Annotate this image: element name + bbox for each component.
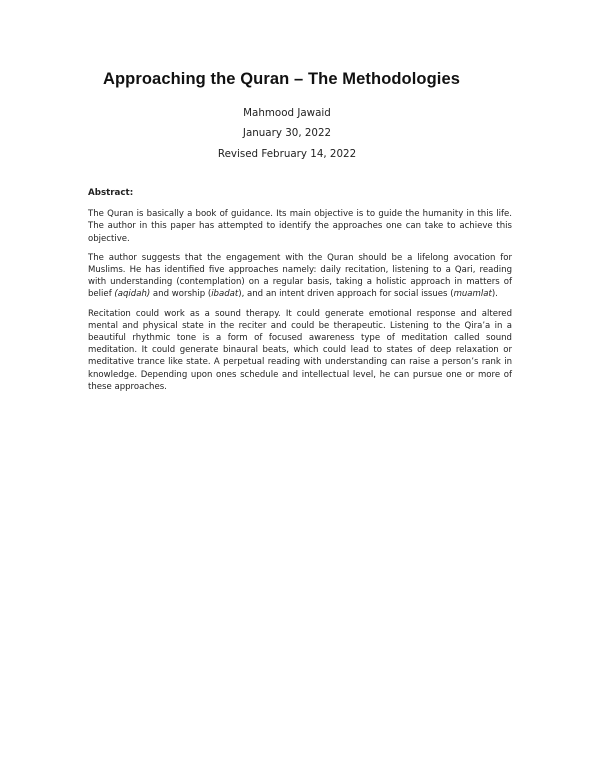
abstract-paragraph-1: The Quran is basically a book of guidance. Its main objective is to guide the humanity in this life. The author in this paper has attempted to identify the approaches one can take to achieve this objective.	[88, 209, 512, 244]
paragraph-2-text-1: The author suggests that the engagement with the Quran should be a lifelong avocation for Muslims. He has identified five approaches namely: daily recitation, listening to a Qari, reading with understanding (contemplation) on a regular basis, taking a holistic approach in matters of belief	[88, 252, 512, 300]
paragraph-2-text-4: ).	[491, 289, 498, 300]
abstract-paragraph-3: Recitation could work as a sound therapy. It could generate emotional response and altered mental and physical state in the reciter and could be therapeutic. Listening to the Qira’a in a beautiful rhythmic tone is a form of focused awareness type of meditation called sound meditation. It could generate binaural beats, which could lead to states of deep relaxation or meditative trance like state. A perpetual reading with understanding can raise a person’s rank in knowledge. Depending upon ones schedule and intellectual level, he can pursue one or more of these approaches.	[88, 308, 512, 392]
abstract-paragraph-2	[88, 252, 512, 301]
term-muamlat: muamlat	[453, 289, 492, 300]
term-ibadat: ibadat	[211, 289, 239, 300]
paragraph-2-text-2: and worship (	[150, 289, 212, 300]
paper-title: Approaching the Quran – The Methodologies	[102, 70, 461, 88]
revision-date: Revised February 14, 2022	[217, 148, 357, 160]
abstract-section	[88, 187, 512, 400]
publication-date: January 30, 2022	[242, 127, 332, 139]
paragraph-2-text-3: ), and an intent driven approach for social issues (	[238, 289, 454, 300]
author-name: Mahmood Jawaid	[243, 107, 331, 119]
abstract-heading: Abstract:	[88, 188, 134, 198]
term-aqidah: (aqidah)	[114, 289, 151, 300]
